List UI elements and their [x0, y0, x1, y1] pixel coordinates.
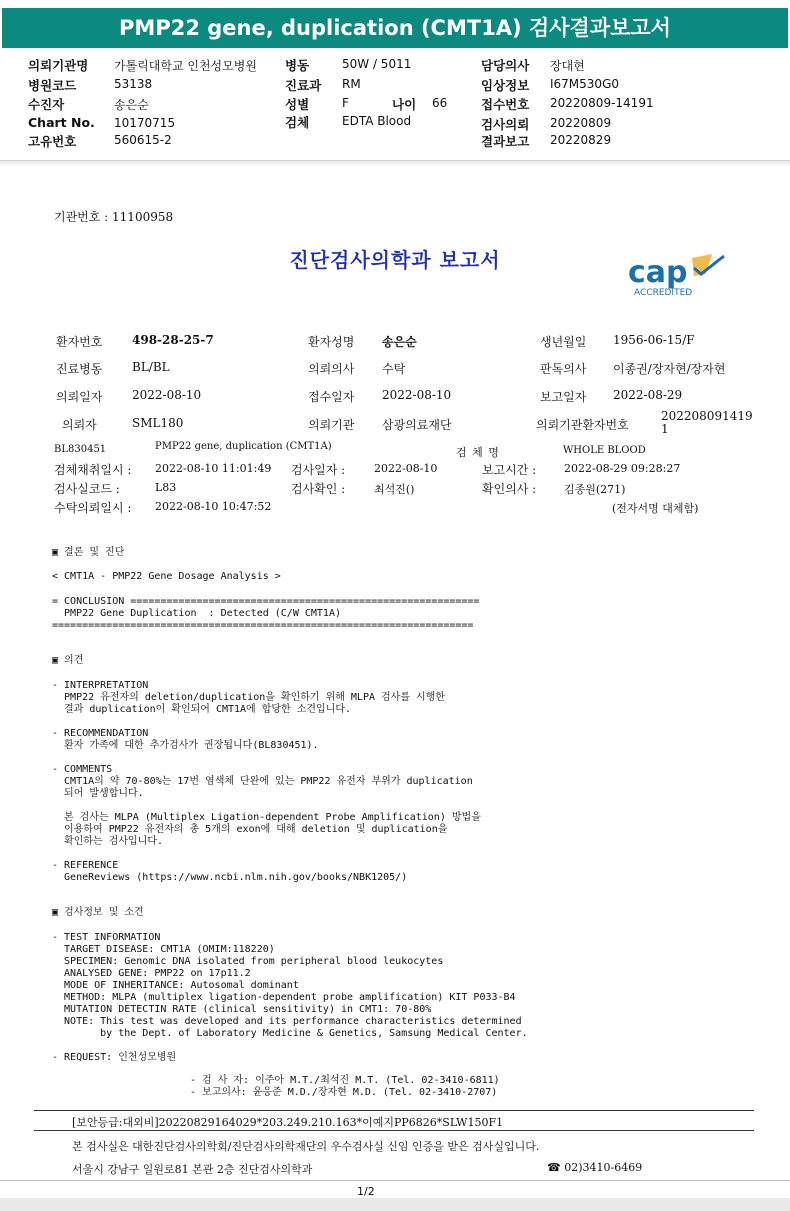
certification-text: 본 검사실은 대한진단검사의학회/진단검사의학재단의 우수검사실 신임 인증을 받은 검사실입니다. [72, 1140, 540, 1153]
report-title: 진단검사의학과 보고서 [289, 248, 501, 272]
field-value: 최석진() [374, 483, 415, 496]
field-label: 검사실코드 : [54, 482, 120, 496]
header-key: 고유번호 [28, 134, 77, 149]
field-value: 이종권/장자현/장자현 [613, 362, 726, 376]
birth-date: 1956-06-15/F [613, 333, 695, 347]
field-label: 확인의사 : [482, 482, 537, 496]
cap-logo-icon [624, 252, 734, 302]
footer-mid-line [34, 1130, 754, 1131]
report-banner-title: PMP22 gene, duplication (CMT1A) 검사결과보고서 [2, 8, 788, 48]
header-key: 담당의사 [481, 58, 530, 73]
footer-bottom-line [0, 1180, 790, 1181]
field-label: 의뢰자 [62, 418, 97, 432]
header-divider [0, 160, 790, 167]
field-label: 생년월일 [540, 335, 587, 349]
section-conclusion-title: ▣ 결론 및 진단 [52, 547, 125, 558]
testinfo-block: - TEST INFORMATION TARGET DISEASE: CMT1A (OMIM:118220) SPECIMEN: Genomic DNA isolated from peripheral blood leukocytes ANALYSED GENE: PMP22 on 17p11.2 MODE OF INHERITANCE: Autosomal dominant METHOD: MLPA (multiplex ligation-dependent probe amplification) KIT P033-B4 MUTATION DETECTIN RATE (clinical sensitivity) in CMT1: 70-80% NOTE: This test was developed and its performance characteristics determined by the Dept. of Laboratory Medicine & Genetics, Samsung Medical Center. - REQUEST: 인천성모병원 [52, 932, 528, 1063]
page-bottom-band [0, 1198, 790, 1211]
test-name: PMP22 gene, duplication (CMT1A) [155, 441, 332, 452]
header-value: RM [342, 77, 361, 91]
header-value: F [342, 96, 349, 110]
field-value: 202208091419 [661, 409, 753, 423]
svg-text:ACCREDITED: ACCREDITED [634, 288, 693, 298]
field-label: 진료병동 [56, 362, 103, 376]
header-key: Chart No. [28, 115, 95, 130]
footer-top-line [34, 1110, 754, 1111]
patient-name: 송은순 [382, 335, 417, 349]
header-key: 진료과 [285, 78, 322, 93]
institution-number: 기관번호 : 11100958 [54, 210, 174, 224]
field-label: 의뢰의사 [308, 362, 355, 376]
header-key: 임상정보 [481, 78, 530, 93]
header-value: 10170715 [114, 116, 176, 130]
specimen-value: WHOLE BLOOD [563, 445, 646, 456]
header-key: 병원코드 [28, 78, 77, 93]
field-value: 2022-08-10 11:01:49 [155, 462, 272, 475]
field-label: 접수일자 [308, 390, 355, 404]
security-line: [보안등급:대외비]20220829164029*203.249.210.163*이예지PP6826*SLW150F1 [72, 1116, 504, 1129]
header-key: 검사의뢰 [481, 117, 530, 132]
field-label: 검체채취일시 : [54, 463, 132, 477]
lab-phone: ☎ 02)3410-6469 [547, 1161, 643, 1174]
field-value: SML180 [132, 416, 184, 430]
field-value: 2022-08-10 10:47:52 [155, 500, 272, 513]
header-value: 송은순 [114, 98, 149, 112]
field-label: 환자번호 [56, 335, 103, 349]
field-value: 김종원(271) [564, 483, 626, 496]
specimen-label: 검 체 명 [456, 446, 499, 459]
field-label: 판독의사 [540, 362, 587, 376]
field-label: 의뢰기관환자번호 [536, 418, 629, 432]
field-label: 의뢰기관 [308, 418, 355, 432]
field-label: 검사일자 : [291, 463, 346, 477]
field-label: 보고일자 [540, 390, 587, 404]
field-label: 검사확인 : [291, 482, 346, 496]
conclusion-block: = CONCLUSION ========================================================== PMP22 Gene Duplication : Detected (C/W CMT1A) ====================================================================== [52, 596, 480, 631]
header-key: 검체 [285, 115, 310, 130]
header-key: 접수번호 [481, 97, 530, 112]
header-value: 가톨릭대학교 인천성모병원 [114, 59, 257, 73]
signature-block: - 검 사 자: 이주아 M.T./최석진 M.T. (Tel. 02-3410-6811) - 보고의사: 윤응준 M.D./장자현 M.D. (Tel. 02-3410-2707) [190, 1075, 500, 1098]
field-label: 환자성명 [308, 335, 355, 349]
field-label: 보고시간 : [482, 463, 537, 477]
page-number: 1/2 [357, 1185, 375, 1198]
header-value: 53138 [114, 77, 153, 91]
header-key: 병동 [285, 58, 310, 73]
header-value: EDTA Blood [342, 114, 412, 128]
header-key: 의뢰기관명 [28, 58, 89, 73]
test-code: BL830451 [54, 444, 107, 455]
age-value: 66 [432, 96, 448, 110]
header-value: 20220809-14191 [550, 96, 654, 110]
field-value: 1 [661, 422, 669, 436]
header-value: 20220809 [550, 116, 612, 130]
header-key: 수진자 [28, 97, 65, 112]
header-value: 50W / 5011 [342, 57, 412, 71]
field-value: 2022-08-29 [613, 388, 683, 402]
section-conclusion-subtitle: < CMT1A - PMP22 Gene Dosage Analysis > [52, 571, 281, 582]
field-label: 의뢰일자 [56, 390, 103, 404]
field-value: 2022-08-10 [382, 388, 452, 402]
field-label: 수탁의뢰일시 : [54, 501, 132, 515]
svg-text:cap: cap [628, 255, 688, 290]
section-testinfo-title: ▣ 검사정보 및 소견 [52, 907, 144, 918]
field-value: L83 [155, 481, 177, 494]
header-value: 장대현 [550, 59, 585, 73]
header-value: 20220829 [550, 133, 612, 147]
field-value: 2022-08-10 [132, 388, 202, 402]
section-opinion-title: ▣ 의견 [52, 655, 84, 666]
header-key: 성별 [285, 97, 310, 112]
cap-accredited-logo [624, 252, 734, 302]
field-value: 수탁 [382, 362, 406, 376]
header-value: I67M530G0 [550, 77, 619, 91]
age-label: 나이 [392, 97, 417, 112]
field-value: 삼광의료재단 [382, 418, 452, 432]
lab-address: 서울시 강남구 일원로81 본관 2층 진단검사의학과 [72, 1163, 313, 1176]
field-value: BL/BL [132, 360, 170, 374]
header-value: 560615-2 [114, 133, 172, 147]
patient-number: 498-28-25-7 [132, 333, 214, 347]
header-info [0, 52, 790, 152]
header-key: 결과보고 [481, 134, 530, 149]
field-value: 2022-08-10 [374, 462, 438, 475]
esign-note: (전자서명 대체함) [612, 502, 699, 515]
opinion-block: - INTERPRETATION PMP22 유전자의 deletion/duplication을 확인하기 위해 MLPA 검사를 시행한 결과 duplication이 확인되어 CMT1A에 합당한 소견입니다. - RECOMMENDATION 환자 가족에 대한 추가검사가 권장됩니다(BL830451). - COMMENTS CMT1A의 약 70-80%는 17번 염색체 단완에 있는 PMP22 유전자 부위가 duplication 되어 발생합니다. 본 검사는 MLPA (Multiplex Ligation-dependent Probe Amplification) 방법을 이용하여 PMP22 유전자의 총 5개의 exon에 대해 deletion 및 duplication을 확인하는 검사입니다. - REFERENCE GeneReviews (https://www.ncbi.nlm.nih.gov/books/NBK1205/) [52, 680, 481, 883]
field-value: 2022-08-29 09:28:27 [564, 462, 681, 475]
